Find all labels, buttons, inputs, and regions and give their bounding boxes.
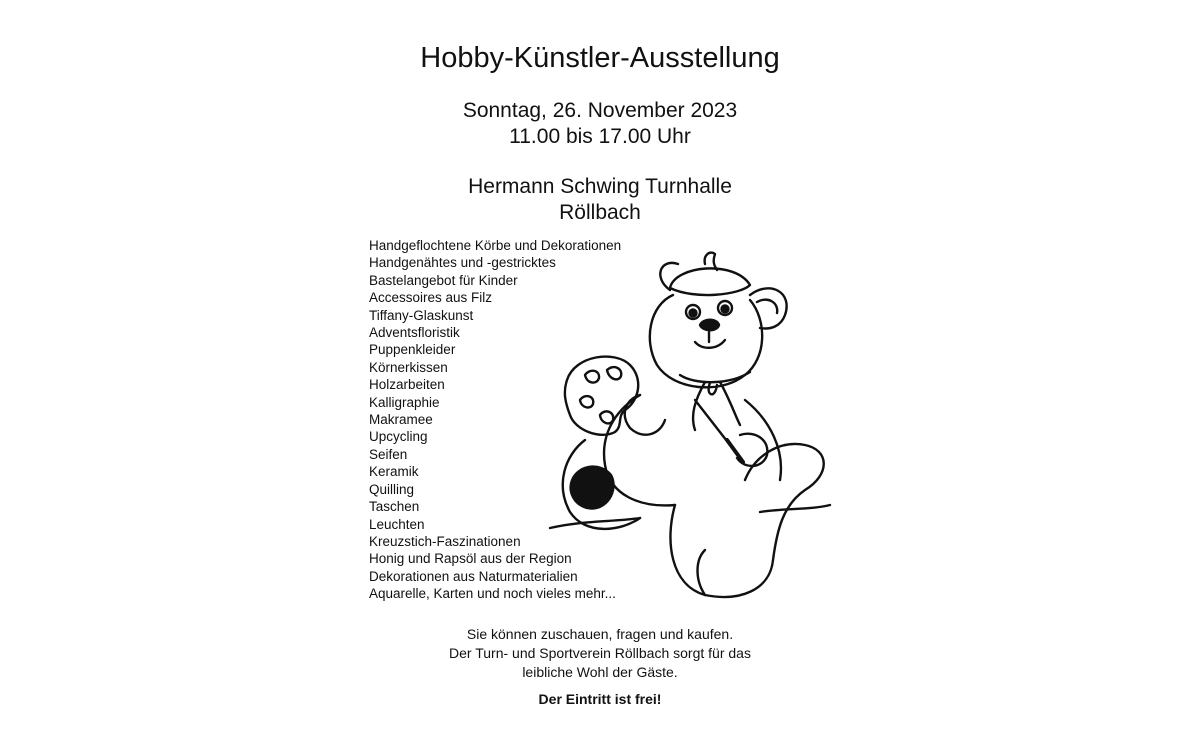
offer-item: Tiffany-Glaskunst	[369, 307, 474, 323]
offer-item: Aquarelle, Karten und noch vieles mehr...	[369, 586, 616, 602]
offer-item: Handgeflochtene Körbe und Dekorationen	[369, 238, 622, 253]
offer-item: Accessoires aus Filz	[369, 290, 493, 306]
footer-line: Der Turn- und Sportverein Röllbach sorgt für das	[449, 645, 751, 661]
event-place: Röllbach	[559, 201, 641, 224]
offer-item: Puppenkleider	[369, 342, 456, 358]
admission-note: Der Eintritt ist frei!	[538, 691, 662, 707]
offer-item: Dekorationen aus Naturmaterialien	[369, 568, 578, 584]
offer-item: Upcycling	[369, 429, 428, 445]
offer-item: Adventsfloristik	[369, 325, 460, 341]
offer-item: Leuchten	[369, 516, 425, 532]
offer-item: Taschen	[369, 499, 420, 515]
event-venue: Hermann Schwing Turnhalle	[468, 175, 732, 198]
offer-item: Bastelangebot für Kinder	[369, 272, 518, 288]
footer-line: leibliche Wohl der Gäste.	[522, 664, 678, 680]
offer-item: Kalligraphie	[369, 394, 440, 410]
offer-item: Honig und Rapsöl aus der Region	[369, 551, 572, 567]
offer-item: Keramik	[369, 464, 419, 480]
offer-item: Makramee	[369, 412, 433, 428]
offer-item: Handgenähtes und -gestricktes	[369, 255, 556, 271]
offer-item: Kreuzstich-Faszinationen	[369, 533, 521, 549]
flyer-title: Hobby-Künstler-Ausstellung	[420, 42, 780, 74]
event-date: Sonntag, 26. November 2023	[462, 99, 738, 122]
offer-item: Holzarbeiten	[369, 377, 445, 393]
offer-item: Körnerkissen	[369, 359, 448, 375]
offer-item: Quilling	[369, 481, 415, 497]
painting-teddy-bear-icon	[545, 250, 835, 610]
event-time: 11.00 bis 17.00 Uhr	[509, 125, 691, 148]
offer-item: Seifen	[369, 446, 408, 462]
flyer-footer	[0, 625, 1200, 709]
footer-line: Sie können zuschauen, fragen und kaufen.	[466, 626, 734, 642]
